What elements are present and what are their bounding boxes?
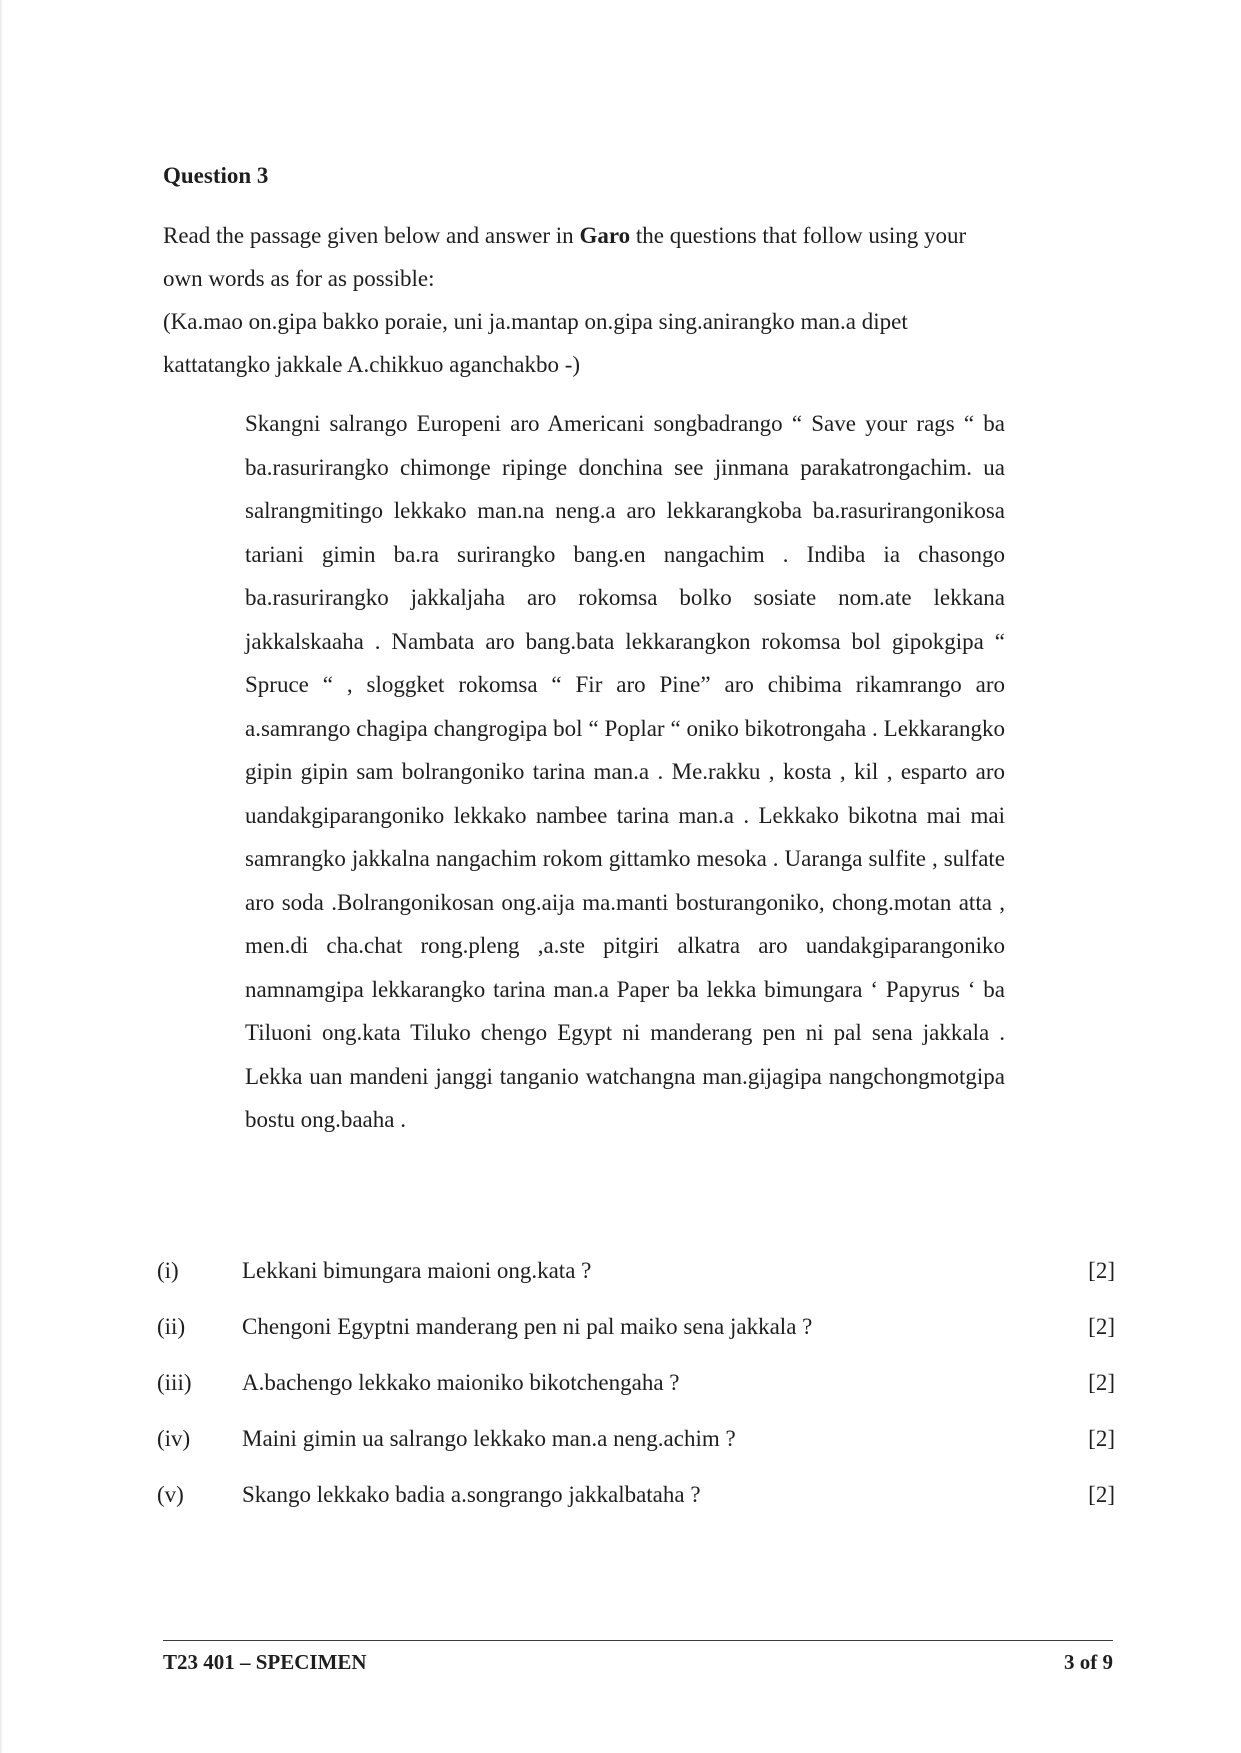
language-name: Garo — [579, 223, 631, 248]
question-item — [157, 1312, 1115, 1368]
question-item — [157, 1480, 1115, 1536]
question-item — [157, 1368, 1115, 1424]
english-instruction-end: the questions that follow using your own words as for as possible: — [163, 223, 967, 291]
question-text: Skango lekkako badia a.songrango jakkalbataha ? — [242, 1482, 701, 1507]
paper-code: T23 401 – SPECIMEN — [163, 1650, 367, 1674]
question-number: (ii) — [157, 1314, 186, 1339]
question-number: (iv) — [157, 1426, 191, 1451]
question-text: Lekkani bimungara maioni ong.kata ? — [242, 1258, 592, 1283]
question-text: A.bachengo lekkako maioniko bikotchengaha ? — [242, 1370, 680, 1395]
garo-instruction: (Ka.mao on.gipa bakko poraie, uni ja.mantap on.gipa sing.anirangko man.a dipet kattatangko jakkale A.chikkuo aganchakbo -) — [163, 309, 908, 377]
question-item — [157, 1256, 1115, 1312]
question-title: Question 3 — [163, 163, 269, 188]
question-marks: [2] — [1088, 1370, 1115, 1395]
page-number: 3 of 9 — [1064, 1650, 1113, 1674]
instructions-block — [163, 214, 1003, 386]
english-instruction — [163, 214, 1003, 300]
page-edge-shadow — [0, 0, 3, 1753]
question-text: Maini gimin ua salrango lekkako man.a neng.achim ? — [242, 1426, 736, 1451]
question-marks: [2] — [1088, 1482, 1115, 1507]
question-list — [157, 1256, 1115, 1536]
question-number: (v) — [157, 1482, 184, 1507]
question-marks: [2] — [1088, 1426, 1115, 1451]
footer-divider — [163, 1640, 1113, 1641]
reading-passage: Skangni salrango Europeni aro Americani songbadrango “ Save your rags “ ba ba.rasurirangko chimonge ripinge donchina see jinmana parakatrongachim. ua salrangmitingo lekkako man.na neng.a aro lekkarangkoba ba.rasurirangonikosa tariani gimin ba.ra surirangko bang.en nangachim . Indiba ia chasongo ba.rasurirangko jakkaljaha aro rokomsa bolko sosiate nom.ate lekkana jakkalskaaha . Nambata aro bang.bata lekkarangkon rokomsa bol gipokgipa “ Spruce “ , sloggket rokomsa “ Fir aro Pine” aro chibima rikamrango aro a.samrango chagipa changrogipa bol “ Poplar “ oniko bikotrongaha . Lekkarangko gipin gipin sam bolrangoniko tarina man.a . Me.rakku , kosta , kil , esparto aro uandakgiparangoniko lekkako nambee tarina man.a . Lekkako bikotna mai mai samrangko jakkalna nangachim rokom gittamko mesoka . Uaranga sulfite , sulfate aro soda .Bolrangonikosan ong.aija ma.manti bosturangoniko, chong.motan atta , men.di cha.chat rong.pleng ,a.ste pitgiri alkatra aro uandakgiparangoniko namnamgipa lekkarangko tarina man.a Paper ba lekka bimungara ‘ Papyrus ‘ ba Tiluoni ong.kata Tiluko chengo Egypt ni manderang pen ni pal sena jakkala . Lekka uan mandeni janggi tanganio watchangna man.gijagipa nangchongmotgipa bostu ong.baaha . — [245, 411, 1005, 1132]
question-text: Chengoni Egyptni manderang pen ni pal maiko sena jakkala ? — [242, 1314, 813, 1339]
question-marks: [2] — [1088, 1314, 1115, 1339]
english-instruction-start: Read the passage given below and answer in — [163, 223, 580, 248]
question-item — [157, 1424, 1115, 1480]
question-number: (i) — [157, 1258, 179, 1283]
question-number: (iii) — [157, 1370, 192, 1395]
question-marks: [2] — [1088, 1258, 1115, 1283]
